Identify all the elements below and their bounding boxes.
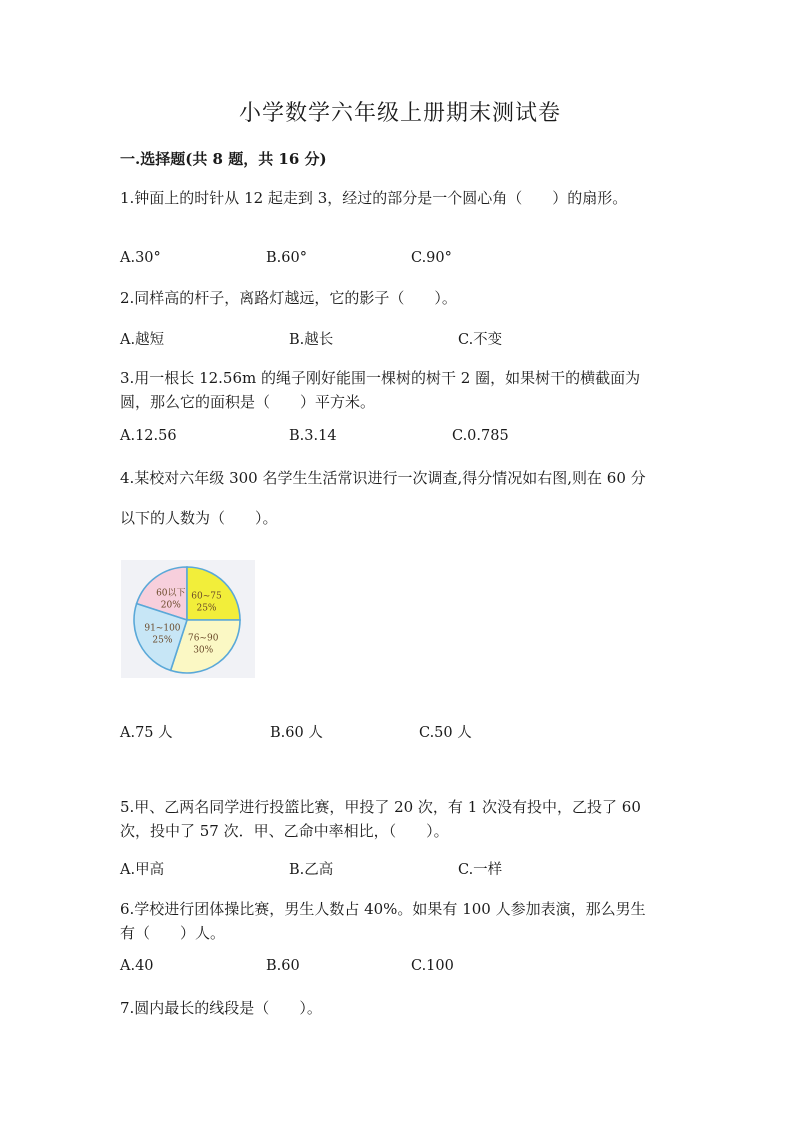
question-3 bbox=[120, 366, 640, 414]
q3-option-b: B.3.14 bbox=[289, 428, 337, 444]
pie-slice-1-range-label: 60以下 bbox=[156, 588, 186, 599]
q2-option-c: C.不变 bbox=[458, 332, 503, 348]
question-2-line-1: 2.同样高的杆子，离路灯越远，它的影子（ ）。 bbox=[120, 289, 457, 307]
question-5-line-2: 次，投中了 57 次．甲、乙命中率相比，（ ）。 bbox=[120, 822, 449, 840]
pie-chart bbox=[121, 560, 255, 678]
question-5-line-1: 5.甲、乙两名同学进行投篮比赛，甲投了 20 次，有 1 次没有投中，乙投了 60 bbox=[120, 798, 641, 816]
section-heading: 一.选择题(共 8 题，共 16 分) bbox=[120, 150, 327, 168]
question-4 bbox=[120, 466, 646, 530]
q1-option-a: A.30° bbox=[120, 250, 161, 266]
question-7 bbox=[120, 996, 322, 1020]
question-1 bbox=[120, 186, 627, 210]
q3-option-c: C.0.785 bbox=[452, 428, 509, 444]
q1-option-b: B.60° bbox=[266, 250, 307, 266]
q4-option-c: C.50 人 bbox=[419, 725, 472, 741]
pie-slice-3-percent-label: 30% bbox=[193, 645, 214, 656]
q2-option-a: A.越短 bbox=[120, 332, 165, 348]
question-5 bbox=[120, 795, 641, 843]
q4-option-a: A.75 人 bbox=[120, 725, 173, 741]
question-6-line-1: 6.学校进行团体操比赛，男生人数占 40%。如果有 100 人参加表演，那么男生 bbox=[120, 900, 646, 918]
pie-slice-4-percent-label: 25% bbox=[152, 635, 173, 646]
pie-slice-2-range-label: 60~75 bbox=[191, 591, 222, 602]
q2-option-b: B.越长 bbox=[289, 332, 334, 348]
pie-chart-image bbox=[121, 560, 255, 678]
question-2 bbox=[120, 286, 457, 310]
q5-option-b: B.乙高 bbox=[289, 862, 334, 878]
question-7-line-1: 7.圆内最长的线段是（ ）。 bbox=[120, 999, 322, 1017]
question-1-line-1: 1.钟面上的时针从 12 起走到 3，经过的部分是一个圆心角（ ）的扇形。 bbox=[120, 189, 628, 207]
question-3-line-1: 3.用一根长 12.56m 的绳子刚好能围一棵树的树干 2 圈，如果树干的横截面为 bbox=[120, 369, 641, 387]
question-6-line-2: 有（ ）人。 bbox=[120, 924, 226, 942]
pie-slice-3-range-label: 76~90 bbox=[187, 633, 219, 644]
page-title: 小学数学六年级上册期末测试卷 bbox=[238, 101, 561, 126]
pie-slice-1-percent-label: 20% bbox=[160, 600, 181, 611]
question-4-line-1: 4.某校对六年级 300 名学生生活常识进行一次调查,得分情况如右图,则在 60 分 bbox=[120, 469, 646, 487]
question-4-line-2: 以下的人数为（ ）。 bbox=[120, 509, 278, 527]
question-3-line-2: 圆，那么它的面积是（ ）平方米。 bbox=[120, 393, 376, 411]
question-6 bbox=[120, 897, 646, 945]
q4-option-b: B.60 人 bbox=[270, 725, 323, 741]
q1-option-c: C.90° bbox=[411, 250, 452, 266]
pie-slice-2-percent-label: 25% bbox=[196, 603, 217, 614]
q6-option-a: A.40 bbox=[120, 958, 154, 974]
q3-option-a: A.12.56 bbox=[120, 428, 177, 444]
q5-option-a: A.甲高 bbox=[120, 862, 165, 878]
pie-slice-4-range-label: 91~100 bbox=[144, 623, 181, 634]
q5-option-c: C.一样 bbox=[458, 862, 503, 878]
q6-option-c: C.100 bbox=[411, 958, 454, 974]
q6-option-b: B.60 bbox=[266, 958, 300, 974]
